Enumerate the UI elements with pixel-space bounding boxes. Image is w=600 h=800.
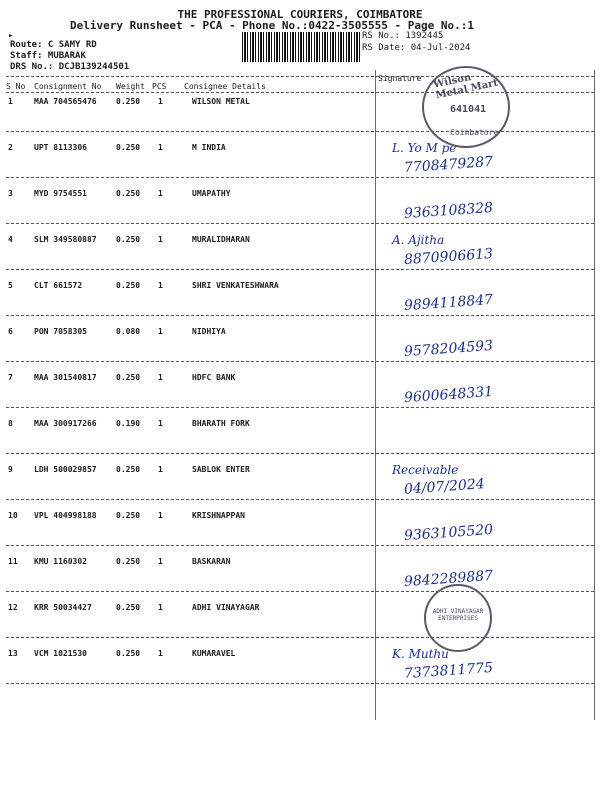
row-sno: 1 [8,97,13,106]
row-pcs: 1 [158,511,163,520]
col-sno: S No [6,82,26,91]
rs-number: RS No.: 1392445 [362,31,444,41]
row-weight: 0.080 [116,327,141,336]
col-consignment: Consignment No [34,82,102,91]
signature-phone: 9363108328 [403,199,494,223]
row-consignment-no: LDH 500029857 [34,465,97,474]
row-consignment-no: MAA 704565476 [34,97,97,106]
row-consignee: HDFC BANK [192,373,236,382]
row-consignment-no: VCM 1021530 [34,649,87,658]
row-pcs: 1 [158,281,163,290]
signature-name: Receivable [392,463,459,477]
row-consignee: NIDHIYA [192,327,226,336]
company-title: THE PROFESSIONAL COURIERS, COIMBATORE [177,8,423,21]
row-sno: 3 [8,189,13,198]
route-label: Route: C SAMY RD [10,40,97,50]
barcode [242,32,360,62]
row-consignee: SHRI VENKATESHWARA [192,281,279,290]
row-consignment-no: UPT 8113306 [34,143,87,152]
row-consignee: BASKARAN [192,557,231,566]
row-weight: 0.250 [116,373,141,382]
row-pcs: 1 [158,143,163,152]
row-consignment-no: PON 7058305 [34,327,87,336]
row-pcs: 1 [158,235,163,244]
stamp-city: Coimbatore [450,128,499,137]
row-consignment-no: KMU 1160302 [34,557,87,566]
stamp-code: 641041 [450,104,487,115]
signature-phone: 9363105520 [403,521,494,545]
signature-phone: 9600648331 [403,383,494,407]
row-sno: 7 [8,373,13,382]
row-weight: 0.250 [116,97,141,106]
signature-phone: 7373811775 [403,659,494,683]
row-consignee: KRISHNAPPAN [192,511,245,520]
runsheet-subtitle: Delivery Runsheet - PCA - Phone No.:0422-3505555 - Page No.:1 [70,19,474,32]
row-sno: 12 [8,603,18,612]
col-weight: Weight [116,82,145,91]
row-consignee: WILSON METAL [192,97,250,106]
signature-phone: 04/07/2024 [403,476,486,498]
row-sno: 6 [8,327,13,336]
row-weight: 0.250 [116,235,141,244]
staff-label: Staff: MUBARAK [10,51,86,61]
row-consignee: ADHI VINAYAGAR [192,603,260,612]
row-consignee: SABLOK ENTER [192,465,250,474]
row-sno: 13 [8,649,18,658]
row-weight: 0.250 [116,557,141,566]
row-pcs: 1 [158,327,163,336]
row-weight: 0.250 [116,281,141,290]
row-consignment-no: KRR 50034427 [34,603,92,612]
signature-phone: 9578204593 [403,337,494,361]
signature-name: A. Ajitha [392,233,445,247]
row-sno: 4 [8,235,13,244]
row-consignment-no: SLM 349580887 [34,235,97,244]
row-pcs: 1 [158,189,163,198]
row-sno: 8 [8,419,13,428]
signature-phone: 8870906613 [403,245,494,269]
row-sno: 2 [8,143,13,152]
signature-phone: 7708479287 [403,153,494,177]
col-pcs: PCS [152,82,167,91]
stamp-text: ADHI VINAYAGAR ENTERPRISES [432,608,484,622]
row-consignee: UMAPATHY [192,189,231,198]
signature-name: K. Muthu [392,647,449,661]
row-consignee: M INDIA [192,143,226,152]
row-pcs: 1 [158,419,163,428]
row-sno: 11 [8,557,18,566]
signature-phone: 9842289887 [403,567,494,591]
row-consignment-no: MAA 301540817 [34,373,97,382]
row-pcs: 1 [158,373,163,382]
row-weight: 0.250 [116,143,141,152]
signature-name: L. Yo M pe [392,141,457,155]
row-sno: 10 [8,511,18,520]
row-weight: 0.250 [116,511,141,520]
row-weight: 0.190 [116,419,141,428]
row-consignment-no: CLT 661572 [34,281,83,290]
arrow-icon: ▸ [8,31,14,41]
row-pcs: 1 [158,557,163,566]
row-weight: 0.250 [116,649,141,658]
row-pcs: 1 [158,97,163,106]
col-consignee: Consignee Details [184,82,266,91]
adhi-vinayagar-stamp [424,584,492,652]
stamp-text: Wilson Metal Mart [432,71,499,102]
signature-phone: 9894118847 [403,291,494,315]
row-consignee: MURALIDHARAN [192,235,250,244]
row-weight: 0.250 [116,465,141,474]
col-signature: Signature [378,74,422,83]
wilson-metal-stamp [422,66,510,148]
row-consignment-no: MYD 9754551 [34,189,87,198]
row-consignee: BHARATH FORK [192,419,250,428]
row-sno: 5 [8,281,13,290]
row-pcs: 1 [158,465,163,474]
drs-number: DRS No.: DCJB139244501 [10,62,130,72]
row-weight: 0.250 [116,603,141,612]
row-sno: 9 [8,465,13,474]
rs-date: RS Date: 04-Jul-2024 [362,43,471,53]
row-weight: 0.250 [116,189,141,198]
row-consignment-no: MAA 300917266 [34,419,97,428]
row-consignment-no: VPL 404998188 [34,511,97,520]
row-pcs: 1 [158,649,163,658]
row-consignee: KUMARAVEL [192,649,236,658]
row-pcs: 1 [158,603,163,612]
